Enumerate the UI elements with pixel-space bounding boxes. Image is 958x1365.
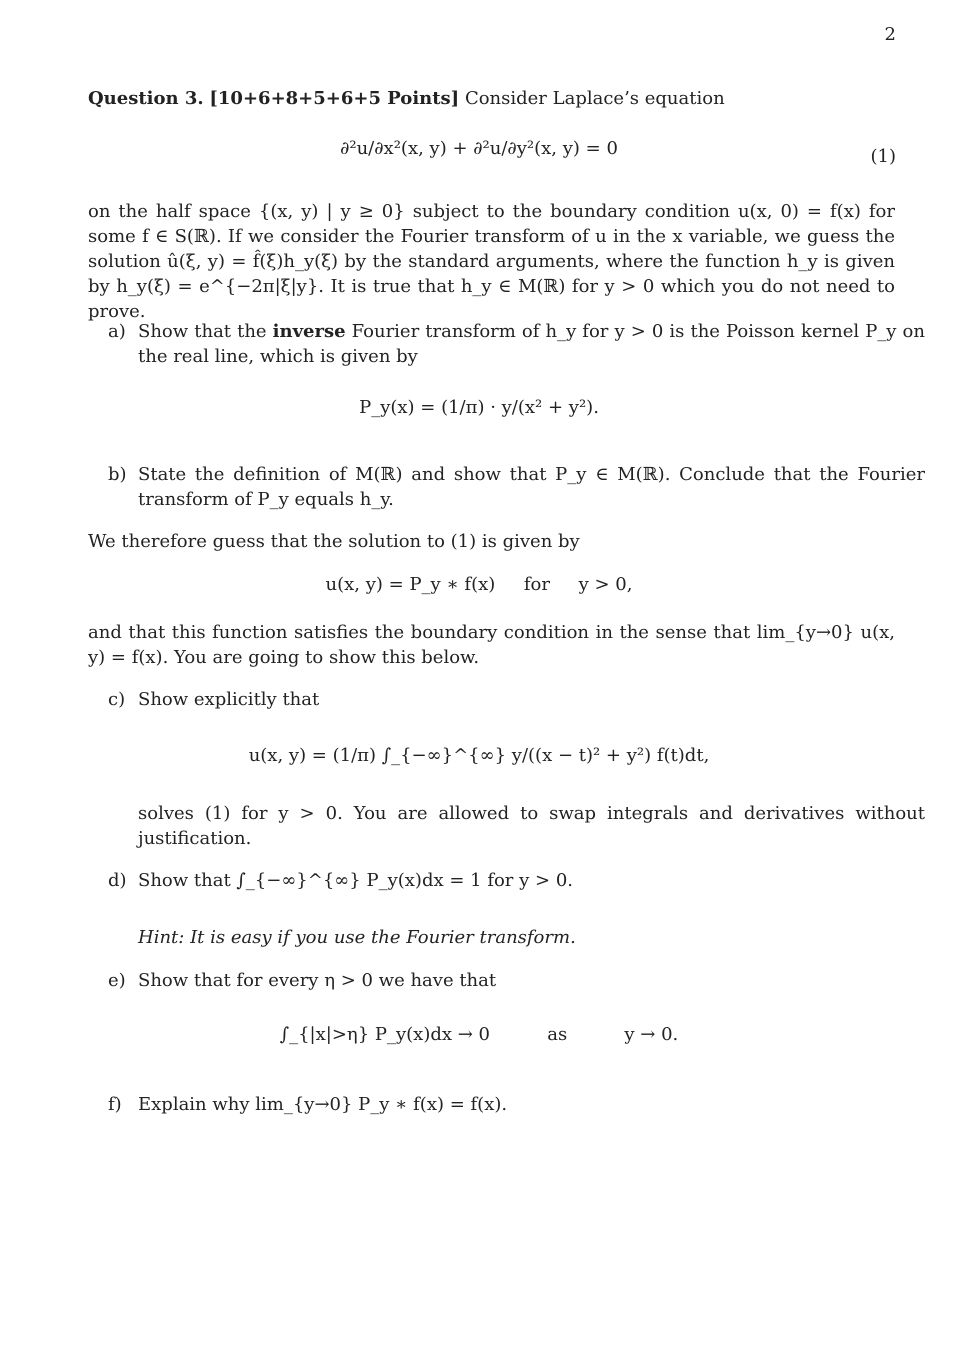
part-c-continuation (108, 801, 925, 851)
equation-2-for: for (523, 574, 550, 595)
tail-integral: ∫_{|x|>η} P_y(x)dx → 0 (279, 1024, 490, 1045)
equation-2-cond: y > 0, (578, 574, 633, 595)
tail-as: as (547, 1024, 568, 1045)
part-c-text2: solves (1) for y > 0. You are allowed to swap integrals and derivatives without justification. (138, 803, 925, 849)
part-f-text: Explain why lim_{y→0} P_y ∗ f(x) = f(x). (138, 1094, 508, 1115)
part-c-label: c) (108, 689, 126, 710)
part-a-label: a) (108, 321, 126, 342)
question-points: [10+6+8+5+6+5 Points] (209, 88, 460, 109)
part-d-label: d) (108, 870, 127, 891)
equation-1-number: (1) (870, 146, 896, 167)
part-d-text: Show that ∫_{−∞}^{∞} P_y(x)dx = 1 for y > 0. (138, 870, 574, 891)
part-e-text: Show that for every η > 0 we have that (138, 970, 497, 991)
tail-integral-equation (0, 1024, 958, 1045)
part-b (108, 462, 925, 512)
part-b-text: State the definition of M(ℝ) and show that P_y ∈ M(ℝ). Conclude that the Fourier transform of P_y equals h_y. (138, 464, 925, 510)
equation-1-body: ∂²u/∂x²(x, y) + ∂²u/∂y²(x, y) = 0 (340, 138, 618, 159)
part-f-label: f) (108, 1094, 122, 1115)
boundary-paragraph: and that this function satisfies the boundary condition in the sense that lim_{y→0} u(x, y) = f(x). You are going to show this below. (88, 622, 895, 668)
equation-2 (0, 574, 958, 595)
part-d-hint: Hint: It is easy if you use the Fourier transform. (138, 927, 576, 948)
question-heading (88, 86, 895, 111)
part-a-bold: inverse (272, 321, 346, 342)
question-intro: Consider Laplace’s equation (464, 88, 725, 109)
part-c (108, 687, 925, 712)
part-c-text: Show explicitly that (138, 689, 320, 710)
equation-2-lhs: u(x, y) = P_y ∗ f(x) (325, 574, 496, 595)
page-number: 2 (884, 24, 896, 45)
part-d (108, 868, 925, 893)
part-e-label: e) (108, 970, 126, 991)
part-a-text-before: Show that the (138, 321, 267, 342)
tail-limit: y → 0. (624, 1024, 679, 1045)
guess-paragraph: We therefore guess that the solution to (1) is given by (88, 531, 580, 552)
part-e (108, 968, 925, 993)
part-b-label: b) (108, 464, 127, 485)
part-a (108, 319, 925, 369)
poisson-kernel-equation: P_y(x) = (1/π) · y/(x² + y²). (359, 397, 599, 418)
part-f (108, 1092, 925, 1117)
solution-integral-equation: u(x, y) = (1/π) ∫_{−∞}^{∞} y/((x − t)² + y²) f(t)dt, (248, 745, 710, 766)
equation-1 (0, 138, 958, 159)
question-label: Question 3. (88, 88, 204, 109)
intro-paragraph: on the half space {(x, y) | y ≥ 0} subject to the boundary condition u(x, 0) = f(x) for some f ∈ S(ℝ). If we consider the Fourier transform of u in the x variable, we guess the solution û(ξ, y) = f̂(ξ)h_y(ξ) by the standard arguments, where the function h_y is given by h_y(ξ) = e^{−2π|ξ|y}. It is true that h_y ∈ M(ℝ) for y > 0 which you do not need to prove. (88, 201, 895, 322)
part-a-text-after: Fourier transform of h_y for y > 0 is the Poisson kernel P_y on the real line, which is given by (138, 321, 925, 367)
